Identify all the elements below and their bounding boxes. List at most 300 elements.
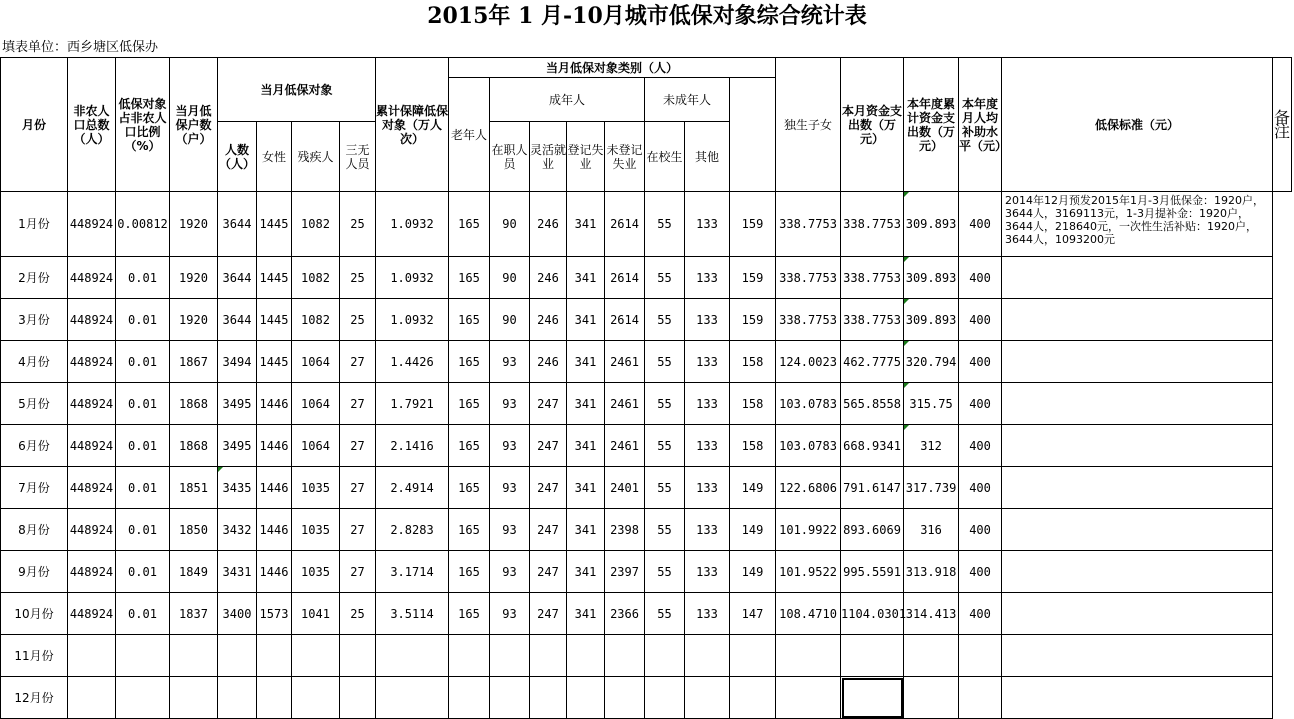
cell-persons[interactable] <box>218 635 257 677</box>
cell-annual-exp[interactable]: 338.7753 <box>841 192 904 257</box>
cell-only-child[interactable]: 158 <box>730 383 776 425</box>
cell-unreg-unemp[interactable] <box>605 635 645 677</box>
cell-avg-subsidy[interactable]: 316 <box>904 509 959 551</box>
cell-disabled[interactable]: 1035 <box>292 509 340 551</box>
cell-disabled[interactable]: 1064 <box>292 383 340 425</box>
cell-employed[interactable]: 90 <box>490 299 530 341</box>
cell-avg-subsidy[interactable] <box>904 635 959 677</box>
cell-sanwu[interactable] <box>340 635 376 677</box>
cell-persons[interactable] <box>218 677 257 719</box>
cell-ratio[interactable] <box>116 635 170 677</box>
header-minor-group: 未成年人 <box>645 78 730 122</box>
cell-remark[interactable]: 2014年12月预发2015年1月-3月低保金：1920户，3644人，3169113元，1-3月提补金：1920户，3644人，218640元，一次性生活补贴：1920户，3644人，1093200元 <box>1002 192 1273 257</box>
cell-persons[interactable]: 3644 <box>218 299 257 341</box>
cell-households[interactable]: 1868 <box>170 383 218 425</box>
cell-monthly-exp[interactable]: 122.6806 <box>776 467 841 509</box>
cell-persons[interactable]: 3435 <box>218 467 257 509</box>
cell-standard[interactable]: 400 <box>959 551 1002 593</box>
cell-female[interactable]: 1446 <box>257 551 292 593</box>
cell-households[interactable]: 1867 <box>170 341 218 383</box>
cell-remark[interactable] <box>1002 383 1273 425</box>
cell-employed[interactable]: 93 <box>490 551 530 593</box>
cell-female[interactable]: 1446 <box>257 467 292 509</box>
cell-cumulative[interactable]: 1.0932 <box>376 299 449 341</box>
cell-student[interactable]: 55 <box>645 383 685 425</box>
cell-disabled[interactable]: 1064 <box>292 425 340 467</box>
cell-ratio[interactable]: 0.01 <box>116 467 170 509</box>
cell-ratio[interactable]: 0.01 <box>116 509 170 551</box>
cell-monthly-exp[interactable]: 338.7753 <box>776 257 841 299</box>
cell-student[interactable]: 55 <box>645 257 685 299</box>
header-student: 在校生 <box>645 122 685 192</box>
header-nonagri-pop: 非农人口总数（人） <box>68 58 116 192</box>
cell-ratio[interactable]: 0.00812 <box>116 192 170 257</box>
cell-standard[interactable]: 400 <box>959 593 1002 635</box>
cell-student[interactable] <box>645 677 685 719</box>
cell-employed[interactable]: 93 <box>490 341 530 383</box>
cell-avg-subsidy[interactable]: 315.75 <box>904 383 959 425</box>
header-households: 当月低保户数（户） <box>170 58 218 192</box>
cell-elderly[interactable] <box>449 677 490 719</box>
cell-female[interactable]: 1446 <box>257 425 292 467</box>
cell-standard[interactable] <box>959 677 1002 719</box>
cell-other[interactable]: 133 <box>685 467 730 509</box>
cell-annual-exp[interactable] <box>841 677 904 719</box>
cell-standard[interactable]: 400 <box>959 299 1002 341</box>
cell-reg-unemp[interactable] <box>567 677 605 719</box>
cell-month[interactable]: 2月份 <box>1 257 68 299</box>
table-row <box>1 467 1292 509</box>
cell-monthly-exp[interactable]: 101.9922 <box>776 509 841 551</box>
cell-persons[interactable]: 3494 <box>218 341 257 383</box>
table-row <box>1 341 1292 383</box>
cell-standard[interactable]: 400 <box>959 257 1002 299</box>
cell-reg-unemp[interactable]: 341 <box>567 383 605 425</box>
cell-elderly[interactable]: 165 <box>449 593 490 635</box>
header-annual-exp: 本年度累计资金支出数（万元） <box>904 58 959 192</box>
cell-student[interactable]: 55 <box>645 509 685 551</box>
cell-other[interactable]: 133 <box>685 192 730 257</box>
cell-elderly[interactable]: 165 <box>449 509 490 551</box>
cell-only-child[interactable]: 159 <box>730 257 776 299</box>
cell-remark[interactable] <box>1002 677 1273 719</box>
cell-remark[interactable] <box>1002 593 1273 635</box>
cell-flexible[interactable]: 246 <box>530 299 567 341</box>
cell-standard[interactable]: 400 <box>959 341 1002 383</box>
cell-elderly[interactable]: 165 <box>449 257 490 299</box>
cell-month[interactable]: 11月份 <box>1 635 68 677</box>
cell-only-child[interactable]: 159 <box>730 192 776 257</box>
header-female: 女性 <box>257 122 292 192</box>
cell-nonagri-pop[interactable]: 448924 <box>68 593 116 635</box>
cell-employed[interactable] <box>490 635 530 677</box>
cell-cumulative[interactable]: 1.0932 <box>376 257 449 299</box>
cell-avg-subsidy[interactable] <box>904 677 959 719</box>
cell-disabled[interactable]: 1064 <box>292 341 340 383</box>
cell-disabled[interactable]: 1035 <box>292 467 340 509</box>
header-current-group: 当月低保对象 <box>218 58 376 122</box>
header-disabled: 残疾人 <box>292 122 340 192</box>
cell-annual-exp[interactable]: 995.5591 <box>841 551 904 593</box>
cell-other[interactable] <box>685 635 730 677</box>
cell-employed[interactable]: 93 <box>490 425 530 467</box>
cell-annual-exp[interactable] <box>841 635 904 677</box>
cell-monthly-exp[interactable]: 338.7753 <box>776 192 841 257</box>
cell-female[interactable]: 1445 <box>257 299 292 341</box>
cell-sanwu[interactable]: 27 <box>340 341 376 383</box>
cell-households[interactable]: 1849 <box>170 551 218 593</box>
cell-disabled[interactable]: 1082 <box>292 257 340 299</box>
cell-nonagri-pop[interactable]: 448924 <box>68 383 116 425</box>
cell-disabled[interactable]: 1041 <box>292 593 340 635</box>
cell-student[interactable]: 55 <box>645 467 685 509</box>
cell-reg-unemp[interactable]: 341 <box>567 425 605 467</box>
cell-other[interactable]: 133 <box>685 257 730 299</box>
cell-persons[interactable]: 3400 <box>218 593 257 635</box>
cell-only-child[interactable]: 149 <box>730 509 776 551</box>
cell-flexible[interactable]: 246 <box>530 341 567 383</box>
cell-standard[interactable]: 400 <box>959 383 1002 425</box>
cell-ratio[interactable]: 0.01 <box>116 299 170 341</box>
cell-elderly[interactable] <box>449 635 490 677</box>
cell-monthly-exp[interactable]: 103.0783 <box>776 383 841 425</box>
cell-disabled[interactable] <box>292 635 340 677</box>
cell-elderly[interactable]: 165 <box>449 341 490 383</box>
cell-nonagri-pop[interactable]: 448924 <box>68 425 116 467</box>
table-row <box>1 635 1292 677</box>
cell-reg-unemp[interactable]: 341 <box>567 257 605 299</box>
cell-ratio[interactable] <box>116 677 170 719</box>
cell-unreg-unemp[interactable]: 2614 <box>605 192 645 257</box>
cell-nonagri-pop[interactable]: 448924 <box>68 299 116 341</box>
cell-only-child[interactable]: 149 <box>730 467 776 509</box>
cell-remark[interactable] <box>1002 635 1273 677</box>
cell-reg-unemp[interactable]: 341 <box>567 551 605 593</box>
cell-flexible[interactable]: 246 <box>530 192 567 257</box>
header-flexible: 灵活就业 <box>530 122 567 192</box>
cell-ratio[interactable]: 0.01 <box>116 257 170 299</box>
cell-persons[interactable]: 3432 <box>218 509 257 551</box>
cell-month[interactable]: 12月份 <box>1 677 68 719</box>
cell-annual-exp[interactable]: 338.7753 <box>841 257 904 299</box>
cell-cumulative[interactable]: 2.8283 <box>376 509 449 551</box>
cell-standard[interactable]: 400 <box>959 425 1002 467</box>
cell-persons[interactable]: 3495 <box>218 383 257 425</box>
cell-nonagri-pop[interactable]: 448924 <box>68 509 116 551</box>
cell-ratio[interactable]: 0.01 <box>116 383 170 425</box>
cell-monthly-exp[interactable]: 108.4710 <box>776 593 841 635</box>
cell-only-child[interactable]: 147 <box>730 593 776 635</box>
cell-disabled[interactable]: 1035 <box>292 551 340 593</box>
cell-other[interactable]: 133 <box>685 383 730 425</box>
header-employed: 在职人员 <box>490 122 530 192</box>
cell-flexible[interactable]: 247 <box>530 551 567 593</box>
cell-unreg-unemp[interactable]: 2397 <box>605 551 645 593</box>
cell-reg-unemp[interactable]: 341 <box>567 299 605 341</box>
cell-elderly[interactable]: 165 <box>449 467 490 509</box>
cell-female[interactable]: 1445 <box>257 192 292 257</box>
cell-remark[interactable] <box>1002 299 1273 341</box>
cell-households[interactable] <box>170 635 218 677</box>
cell-reg-unemp[interactable] <box>567 635 605 677</box>
cell-households[interactable]: 1920 <box>170 192 218 257</box>
cell-month[interactable]: 1月份 <box>1 192 68 257</box>
cell-annual-exp[interactable]: 338.7753 <box>841 299 904 341</box>
cell-female[interactable]: 1446 <box>257 509 292 551</box>
cell-other[interactable]: 133 <box>685 593 730 635</box>
reporting-unit: 填表单位：西乡塘区低保办 <box>2 40 159 55</box>
cell-unreg-unemp[interactable]: 2398 <box>605 509 645 551</box>
cell-ratio[interactable]: 0.01 <box>116 341 170 383</box>
cell-cumulative[interactable]: 1.4426 <box>376 341 449 383</box>
cell-monthly-exp[interactable]: 101.9522 <box>776 551 841 593</box>
cell-month[interactable]: 10月份 <box>1 593 68 635</box>
cell-households[interactable]: 1850 <box>170 509 218 551</box>
header-monthly-exp: 本月资金支出数（万元） <box>841 58 904 192</box>
table-row <box>1 425 1292 467</box>
cell-student[interactable]: 55 <box>645 341 685 383</box>
cell-disabled[interactable]: 1082 <box>292 192 340 257</box>
cell-remark[interactable] <box>1002 341 1273 383</box>
cell-nonagri-pop[interactable]: 448924 <box>68 192 116 257</box>
cell-elderly[interactable]: 165 <box>449 383 490 425</box>
cell-flexible[interactable]: 247 <box>530 467 567 509</box>
cell-standard[interactable]: 400 <box>959 192 1002 257</box>
cell-households[interactable]: 1920 <box>170 257 218 299</box>
cell-elderly[interactable]: 165 <box>449 299 490 341</box>
cell-reg-unemp[interactable]: 341 <box>567 467 605 509</box>
cell-households[interactable]: 1868 <box>170 425 218 467</box>
cell-households[interactable] <box>170 677 218 719</box>
cell-unreg-unemp[interactable]: 2401 <box>605 467 645 509</box>
cell-female[interactable]: 1445 <box>257 257 292 299</box>
cell-unreg-unemp[interactable]: 2461 <box>605 425 645 467</box>
cell-sanwu[interactable]: 27 <box>340 551 376 593</box>
cell-only-child[interactable]: 158 <box>730 341 776 383</box>
table-row <box>1 383 1292 425</box>
cell-cumulative[interactable]: 2.1416 <box>376 425 449 467</box>
cell-nonagri-pop[interactable]: 448924 <box>68 341 116 383</box>
cell-elderly[interactable]: 165 <box>449 192 490 257</box>
cell-flexible[interactable]: 247 <box>530 593 567 635</box>
cell-sanwu[interactable]: 25 <box>340 299 376 341</box>
cell-remark[interactable] <box>1002 257 1273 299</box>
cell-ratio[interactable]: 0.01 <box>116 593 170 635</box>
cell-households[interactable]: 1920 <box>170 299 218 341</box>
cell-cumulative[interactable]: 2.4914 <box>376 467 449 509</box>
cell-female[interactable] <box>257 677 292 719</box>
cell-other[interactable]: 133 <box>685 551 730 593</box>
cell-other[interactable]: 133 <box>685 425 730 467</box>
cell-student[interactable]: 55 <box>645 299 685 341</box>
cell-annual-exp[interactable]: 893.6069 <box>841 509 904 551</box>
table-row <box>1 192 1292 257</box>
cell-households[interactable]: 1851 <box>170 467 218 509</box>
header-standard: 低保标准（元） <box>1002 58 1273 192</box>
cell-ratio[interactable]: 0.01 <box>116 551 170 593</box>
cell-persons[interactable]: 3431 <box>218 551 257 593</box>
cell-monthly-exp[interactable]: 103.0783 <box>776 425 841 467</box>
cell-remark[interactable] <box>1002 551 1273 593</box>
cell-other[interactable] <box>685 677 730 719</box>
cell-employed[interactable]: 93 <box>490 509 530 551</box>
cell-cumulative[interactable]: 3.1714 <box>376 551 449 593</box>
cell-other[interactable]: 133 <box>685 341 730 383</box>
cell-annual-exp[interactable]: 668.9341 <box>841 425 904 467</box>
table-row <box>1 299 1292 341</box>
cell-female[interactable] <box>257 635 292 677</box>
cell-cumulative[interactable]: 3.5114 <box>376 593 449 635</box>
cell-nonagri-pop[interactable] <box>68 677 116 719</box>
cell-nonagri-pop[interactable]: 448924 <box>68 257 116 299</box>
cell-annual-exp[interactable]: 565.8558 <box>841 383 904 425</box>
cell-sanwu[interactable]: 27 <box>340 425 376 467</box>
cell-unreg-unemp[interactable]: 2614 <box>605 299 645 341</box>
cell-employed[interactable] <box>490 677 530 719</box>
cell-avg-subsidy[interactable]: 309.893 <box>904 192 959 257</box>
cell-cumulative[interactable]: 1.7921 <box>376 383 449 425</box>
cell-standard[interactable] <box>959 635 1002 677</box>
cell-female[interactable]: 1573 <box>257 593 292 635</box>
cell-cumulative[interactable]: 1.0932 <box>376 192 449 257</box>
cell-flexible[interactable]: 247 <box>530 509 567 551</box>
header-other: 其他 <box>685 122 730 192</box>
cell-flexible[interactable] <box>530 635 567 677</box>
cell-persons[interactable]: 3644 <box>218 257 257 299</box>
cell-other[interactable]: 133 <box>685 509 730 551</box>
cell-other[interactable]: 133 <box>685 299 730 341</box>
cell-student[interactable] <box>645 635 685 677</box>
cell-only-child[interactable]: 149 <box>730 551 776 593</box>
cell-female[interactable]: 1446 <box>257 383 292 425</box>
cell-avg-subsidy[interactable]: 317.739 <box>904 467 959 509</box>
cell-student[interactable]: 55 <box>645 551 685 593</box>
cell-female[interactable]: 1445 <box>257 341 292 383</box>
page-title: 2015年 1 月-10月城市低保对象综合统计表 <box>427 3 867 29</box>
cell-sanwu[interactable] <box>340 677 376 719</box>
cell-monthly-exp[interactable]: 124.0023 <box>776 341 841 383</box>
cell-elderly[interactable]: 165 <box>449 551 490 593</box>
cell-elderly[interactable]: 165 <box>449 425 490 467</box>
cell-reg-unemp[interactable]: 341 <box>567 593 605 635</box>
cell-standard[interactable]: 400 <box>959 509 1002 551</box>
cell-annual-exp[interactable]: 1104.0301 <box>841 593 904 635</box>
cell-nonagri-pop[interactable]: 448924 <box>68 467 116 509</box>
cell-only-child[interactable] <box>730 677 776 719</box>
cell-employed[interactable]: 93 <box>490 593 530 635</box>
cell-only-child[interactable]: 159 <box>730 299 776 341</box>
cell-avg-subsidy[interactable]: 309.893 <box>904 257 959 299</box>
table-row <box>1 593 1292 635</box>
cell-employed[interactable]: 90 <box>490 257 530 299</box>
cell-annual-exp[interactable]: 462.7775 <box>841 341 904 383</box>
cell-ratio[interactable]: 0.01 <box>116 425 170 467</box>
cell-reg-unemp[interactable]: 341 <box>567 341 605 383</box>
cell-standard[interactable]: 400 <box>959 467 1002 509</box>
cell-monthly-exp[interactable] <box>776 677 841 719</box>
cell-unreg-unemp[interactable]: 2366 <box>605 593 645 635</box>
cell-only-child[interactable]: 158 <box>730 425 776 467</box>
cell-remark[interactable] <box>1002 467 1273 509</box>
cell-annual-exp[interactable]: 791.6147 <box>841 467 904 509</box>
cell-sanwu[interactable]: 25 <box>340 593 376 635</box>
cell-employed[interactable]: 90 <box>490 192 530 257</box>
cell-only-child[interactable] <box>730 635 776 677</box>
cell-avg-subsidy[interactable]: 313.918 <box>904 551 959 593</box>
cell-monthly-exp[interactable] <box>776 635 841 677</box>
cell-nonagri-pop[interactable] <box>68 635 116 677</box>
cell-employed[interactable]: 93 <box>490 383 530 425</box>
cell-month[interactable]: 5月份 <box>1 383 68 425</box>
cell-unreg-unemp[interactable]: 2461 <box>605 383 645 425</box>
header-only-child: 独生子女 <box>776 58 841 192</box>
cell-flexible[interactable]: 247 <box>530 425 567 467</box>
cell-sanwu[interactable]: 25 <box>340 192 376 257</box>
cell-flexible[interactable]: 246 <box>530 257 567 299</box>
cell-households[interactable]: 1837 <box>170 593 218 635</box>
cell-month[interactable]: 8月份 <box>1 509 68 551</box>
cell-month[interactable]: 3月份 <box>1 299 68 341</box>
header-category-group: 当月低保对象类别（人） <box>449 58 776 78</box>
cell-unreg-unemp[interactable] <box>605 677 645 719</box>
cell-monthly-exp[interactable]: 338.7753 <box>776 299 841 341</box>
cell-unreg-unemp[interactable]: 2614 <box>605 257 645 299</box>
cell-sanwu[interactable]: 27 <box>340 383 376 425</box>
cell-student[interactable]: 55 <box>645 425 685 467</box>
cell-avg-subsidy[interactable]: 314.413 <box>904 593 959 635</box>
header-month: 月份 <box>1 58 68 192</box>
cell-month[interactable]: 6月份 <box>1 425 68 467</box>
header-reg-unemp: 登记失业 <box>567 122 605 192</box>
cell-sanwu[interactable]: 27 <box>340 509 376 551</box>
cell-reg-unemp[interactable]: 341 <box>567 509 605 551</box>
cell-month[interactable]: 7月份 <box>1 467 68 509</box>
cell-employed[interactable]: 93 <box>490 467 530 509</box>
cell-cumulative[interactable] <box>376 635 449 677</box>
header-cumulative: 累计保障低保对象（万人次） <box>376 58 449 192</box>
table-row <box>1 257 1292 299</box>
header-unreg-unemp: 未登记失业 <box>605 122 645 192</box>
cell-disabled[interactable] <box>292 677 340 719</box>
cell-persons[interactable]: 3495 <box>218 425 257 467</box>
cell-avg-subsidy[interactable]: 309.893 <box>904 299 959 341</box>
header-elderly: 老年人 <box>449 78 490 192</box>
cell-student[interactable]: 55 <box>645 192 685 257</box>
cell-student[interactable]: 55 <box>645 593 685 635</box>
cell-avg-subsidy[interactable]: 320.794 <box>904 341 959 383</box>
header-avg-subsidy: 本年度月人均补助水平（元） <box>959 58 1002 192</box>
header-sanwu: 三无人员 <box>340 122 376 192</box>
cell-flexible[interactable] <box>530 677 567 719</box>
cell-nonagri-pop[interactable]: 448924 <box>68 551 116 593</box>
cell-month[interactable]: 4月份 <box>1 341 68 383</box>
cell-sanwu[interactable]: 27 <box>340 467 376 509</box>
cell-remark[interactable] <box>1002 425 1273 467</box>
cell-cumulative[interactable] <box>376 677 449 719</box>
cell-disabled[interactable]: 1082 <box>292 299 340 341</box>
cell-reg-unemp[interactable]: 341 <box>567 192 605 257</box>
cell-month[interactable]: 9月份 <box>1 551 68 593</box>
cell-unreg-unemp[interactable]: 2461 <box>605 341 645 383</box>
statistics-table <box>0 57 1292 719</box>
cell-sanwu[interactable]: 25 <box>340 257 376 299</box>
header-ratio: 低保对象占非农人口比例（%） <box>116 58 170 192</box>
header-remark: 备注 <box>1273 58 1292 192</box>
cell-flexible[interactable]: 247 <box>530 383 567 425</box>
cell-avg-subsidy[interactable]: 312 <box>904 425 959 467</box>
cell-remark[interactable] <box>1002 509 1273 551</box>
cell-persons[interactable]: 3644 <box>218 192 257 257</box>
